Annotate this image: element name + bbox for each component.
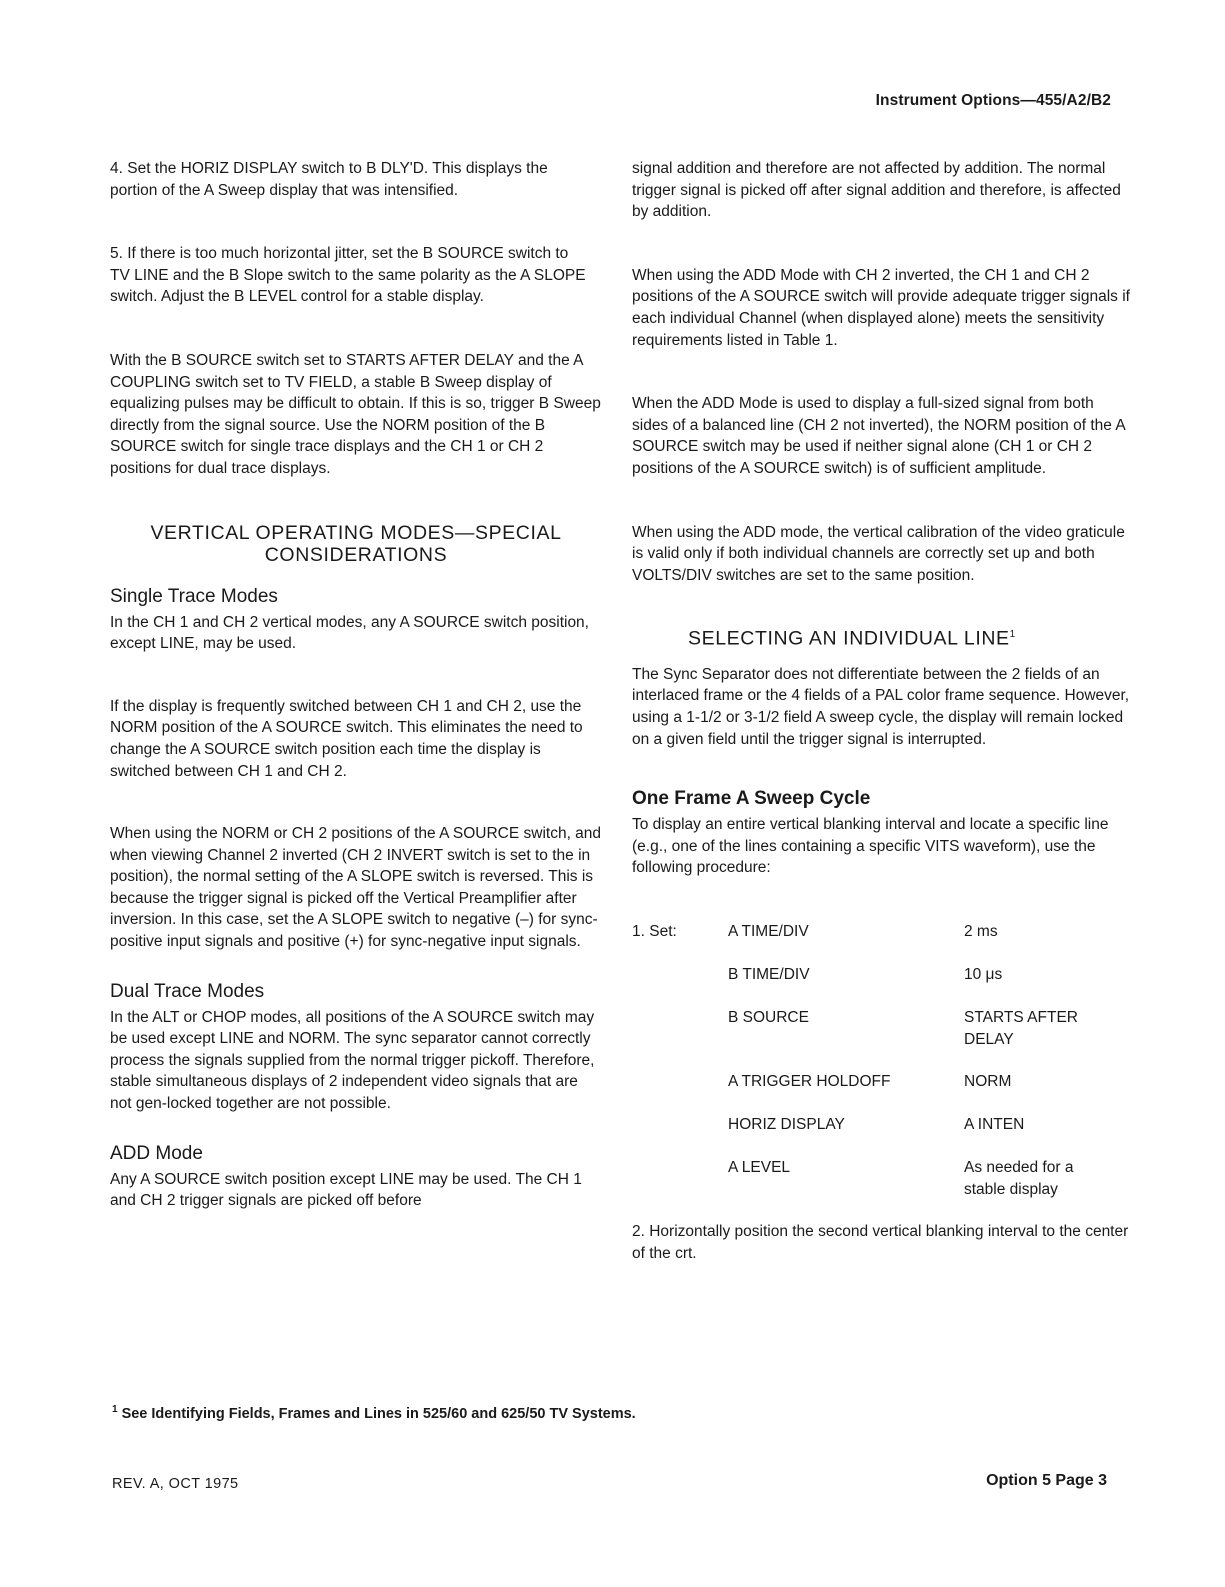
left-column [110,158,602,1212]
setting-control: HORIZ DISPLAY [728,1115,845,1133]
add-mode-paragraph-3: When the ADD Mode is used to display a full-sized signal from both sides of a balanced line (CH 2 not inverted), the NORM position of the A SOURCE switch may be used if neither signal alone (CH 1 or CH 2 positions of the A SOURCE switch) is of sufficient amplitude. [632,395,1125,477]
setting-control: B SOURCE [728,1008,809,1026]
single-trace-title: Single Trace Modes [110,585,278,607]
setting-value: 2 ms [964,922,998,940]
b-source-paragraph: With the B SOURCE switch set to STARTS AFTER DELAY and the A COUPLING switch set to TV FIELD, a stable B Sweep display of equalizing pulses may be difficult to obtain. If this is so, trigger B Sweep directly from the signal source. Use the NORM position of the B SOURCE switch for single trace displays and the CH 1 or CH 2 positions for dual trace displays. [110,351,601,477]
settings-row [632,1071,1132,1114]
dual-trace-paragraph: In the ALT or CHOP modes, all positions of the A SOURCE switch may be used except LINE and NORM. The sync separator cannot correctly process the signals supplied from the normal trigger pickoff. Therefore, stable simultaneous displays of 2 independent video signals that are not gen-locked together are not possible. [110,1008,595,1113]
setting-control: A TRIGGER HOLDOFF [728,1072,891,1090]
settings-row [632,1114,1132,1157]
step-2: 2. Horizontally position the second vertical blanking interval to the center of the crt. [632,1222,1129,1262]
selecting-line-title [632,624,1132,650]
setting-control: A LEVEL [728,1158,791,1176]
setting-value: As needed for a stable display [964,1158,1074,1198]
add-mode-paragraph-2: When using the ADD Mode with CH 2 inverted, the CH 1 and CH 2 positions of the A SOURCE switch will provide adequate trigger signals if each individual Channel (when displayed alone) meets the sensitivity requirements listed in Table 1. [632,266,1130,349]
addition-continued-paragraph: signal addition and therefore are not affected by addition. The normal trigger signal is picked off after signal addition and therefore, is affected by addition. [632,160,1121,221]
footnote-text: See Identifying Fields, Frames and Lines in 525/60 and 625/50 TV Systems. [121,1405,636,1422]
one-frame-title: One Frame A Sweep Cycle [632,788,871,810]
settings-row [632,921,1132,964]
step-5: 5. If there is too much horizontal jitter, set the B SOURCE switch to TV LINE and the B Slope switch to the same polarity as the A SLOPE switch. Adjust the B LEVEL control for a stable display. [110,245,586,306]
section-title-line-2: CONSIDERATIONS [264,543,448,566]
section-vertical-operating-modes [110,522,602,566]
dual-trace-title: Dual Trace Modes [110,980,265,1002]
settings-row [632,1007,1132,1071]
section-title-line-1: VERTICAL OPERATING MODES—SPECIAL [150,521,562,544]
set-label: 1. Set: [632,922,677,940]
right-column [632,158,1132,1264]
selecting-line-title-text: SELECTING AN INDIVIDUAL LINE [688,627,1010,650]
single-trace-paragraph-2: If the display is frequently switched between CH 1 and CH 2, use the NORM position of the A SOURCE switch. This eliminates the need to change the A SOURCE switch position each time the display is switched between CH 1 and CH 2. [110,697,583,780]
selecting-line-paragraph: The Sync Separator does not differentiate between the 2 fields of an interlaced frame or the 4 fields of a PAL color frame sequence. However, using a 1-1/2 or 3-1/2 field A sweep cycle, the display will remain locked on a given field until the trigger signal is interrupted. [632,665,1130,748]
footnote-reference: 1 [1009,629,1016,641]
single-trace-paragraph-1: In the CH 1 and CH 2 vertical modes, any A SOURCE switch position, except LINE, may be used. [110,613,589,653]
footnote-mark: 1 [112,1404,118,1415]
setting-value: A INTEN [964,1115,1025,1133]
page-header: Instrument Options—455/A2/B2 [875,92,1111,109]
settings-row [632,1157,1132,1203]
revision-footer: REV. A, OCT 1975 [112,1476,239,1492]
one-frame-paragraph: To display an entire vertical blanking interval and locate a specific line (e.g., one of the lines containing a specific VITS waveform), use the following procedure: [632,816,1109,877]
add-mode-title: ADD Mode [110,1142,203,1164]
page-number: Option 5 Page 3 [986,1472,1107,1489]
settings-row [632,964,1132,1007]
footnote [112,1404,636,1422]
add-mode-paragraph: Any A SOURCE switch position except LINE may be used. The CH 1 and CH 2 trigger signals are picked off before [110,1170,582,1210]
step-4: 4. Set the HORIZ DISPLAY switch to B DLY'D. This displays the portion of the A Sweep display that was intensified. [110,160,548,199]
setting-value: STARTS AFTER DELAY [964,1008,1078,1048]
add-mode-paragraph-4: When using the ADD mode, the vertical calibration of the video graticule is valid only if both individual channels are correctly set up and both VOLTS/DIV switches are set to the same position. [632,523,1125,584]
settings-table [632,921,1132,1203]
setting-value: 10 μs [964,965,1003,983]
single-trace-paragraph-3: When using the NORM or CH 2 positions of the A SOURCE switch, and when viewing Channel 2 inverted (CH 2 INVERT switch is set to the in position), the normal setting of the A SLOPE switch is reversed. This is because the trigger signal is picked off the Vertical Preamplifier after inversion. In this case, set the A SLOPE switch to negative (–) for sync-positive input signals and positive (+) for sync-negative input signals. [110,825,602,951]
setting-control: A TIME/DIV [728,922,809,940]
setting-value: NORM [964,1072,1012,1090]
setting-control: B TIME/DIV [728,965,810,983]
